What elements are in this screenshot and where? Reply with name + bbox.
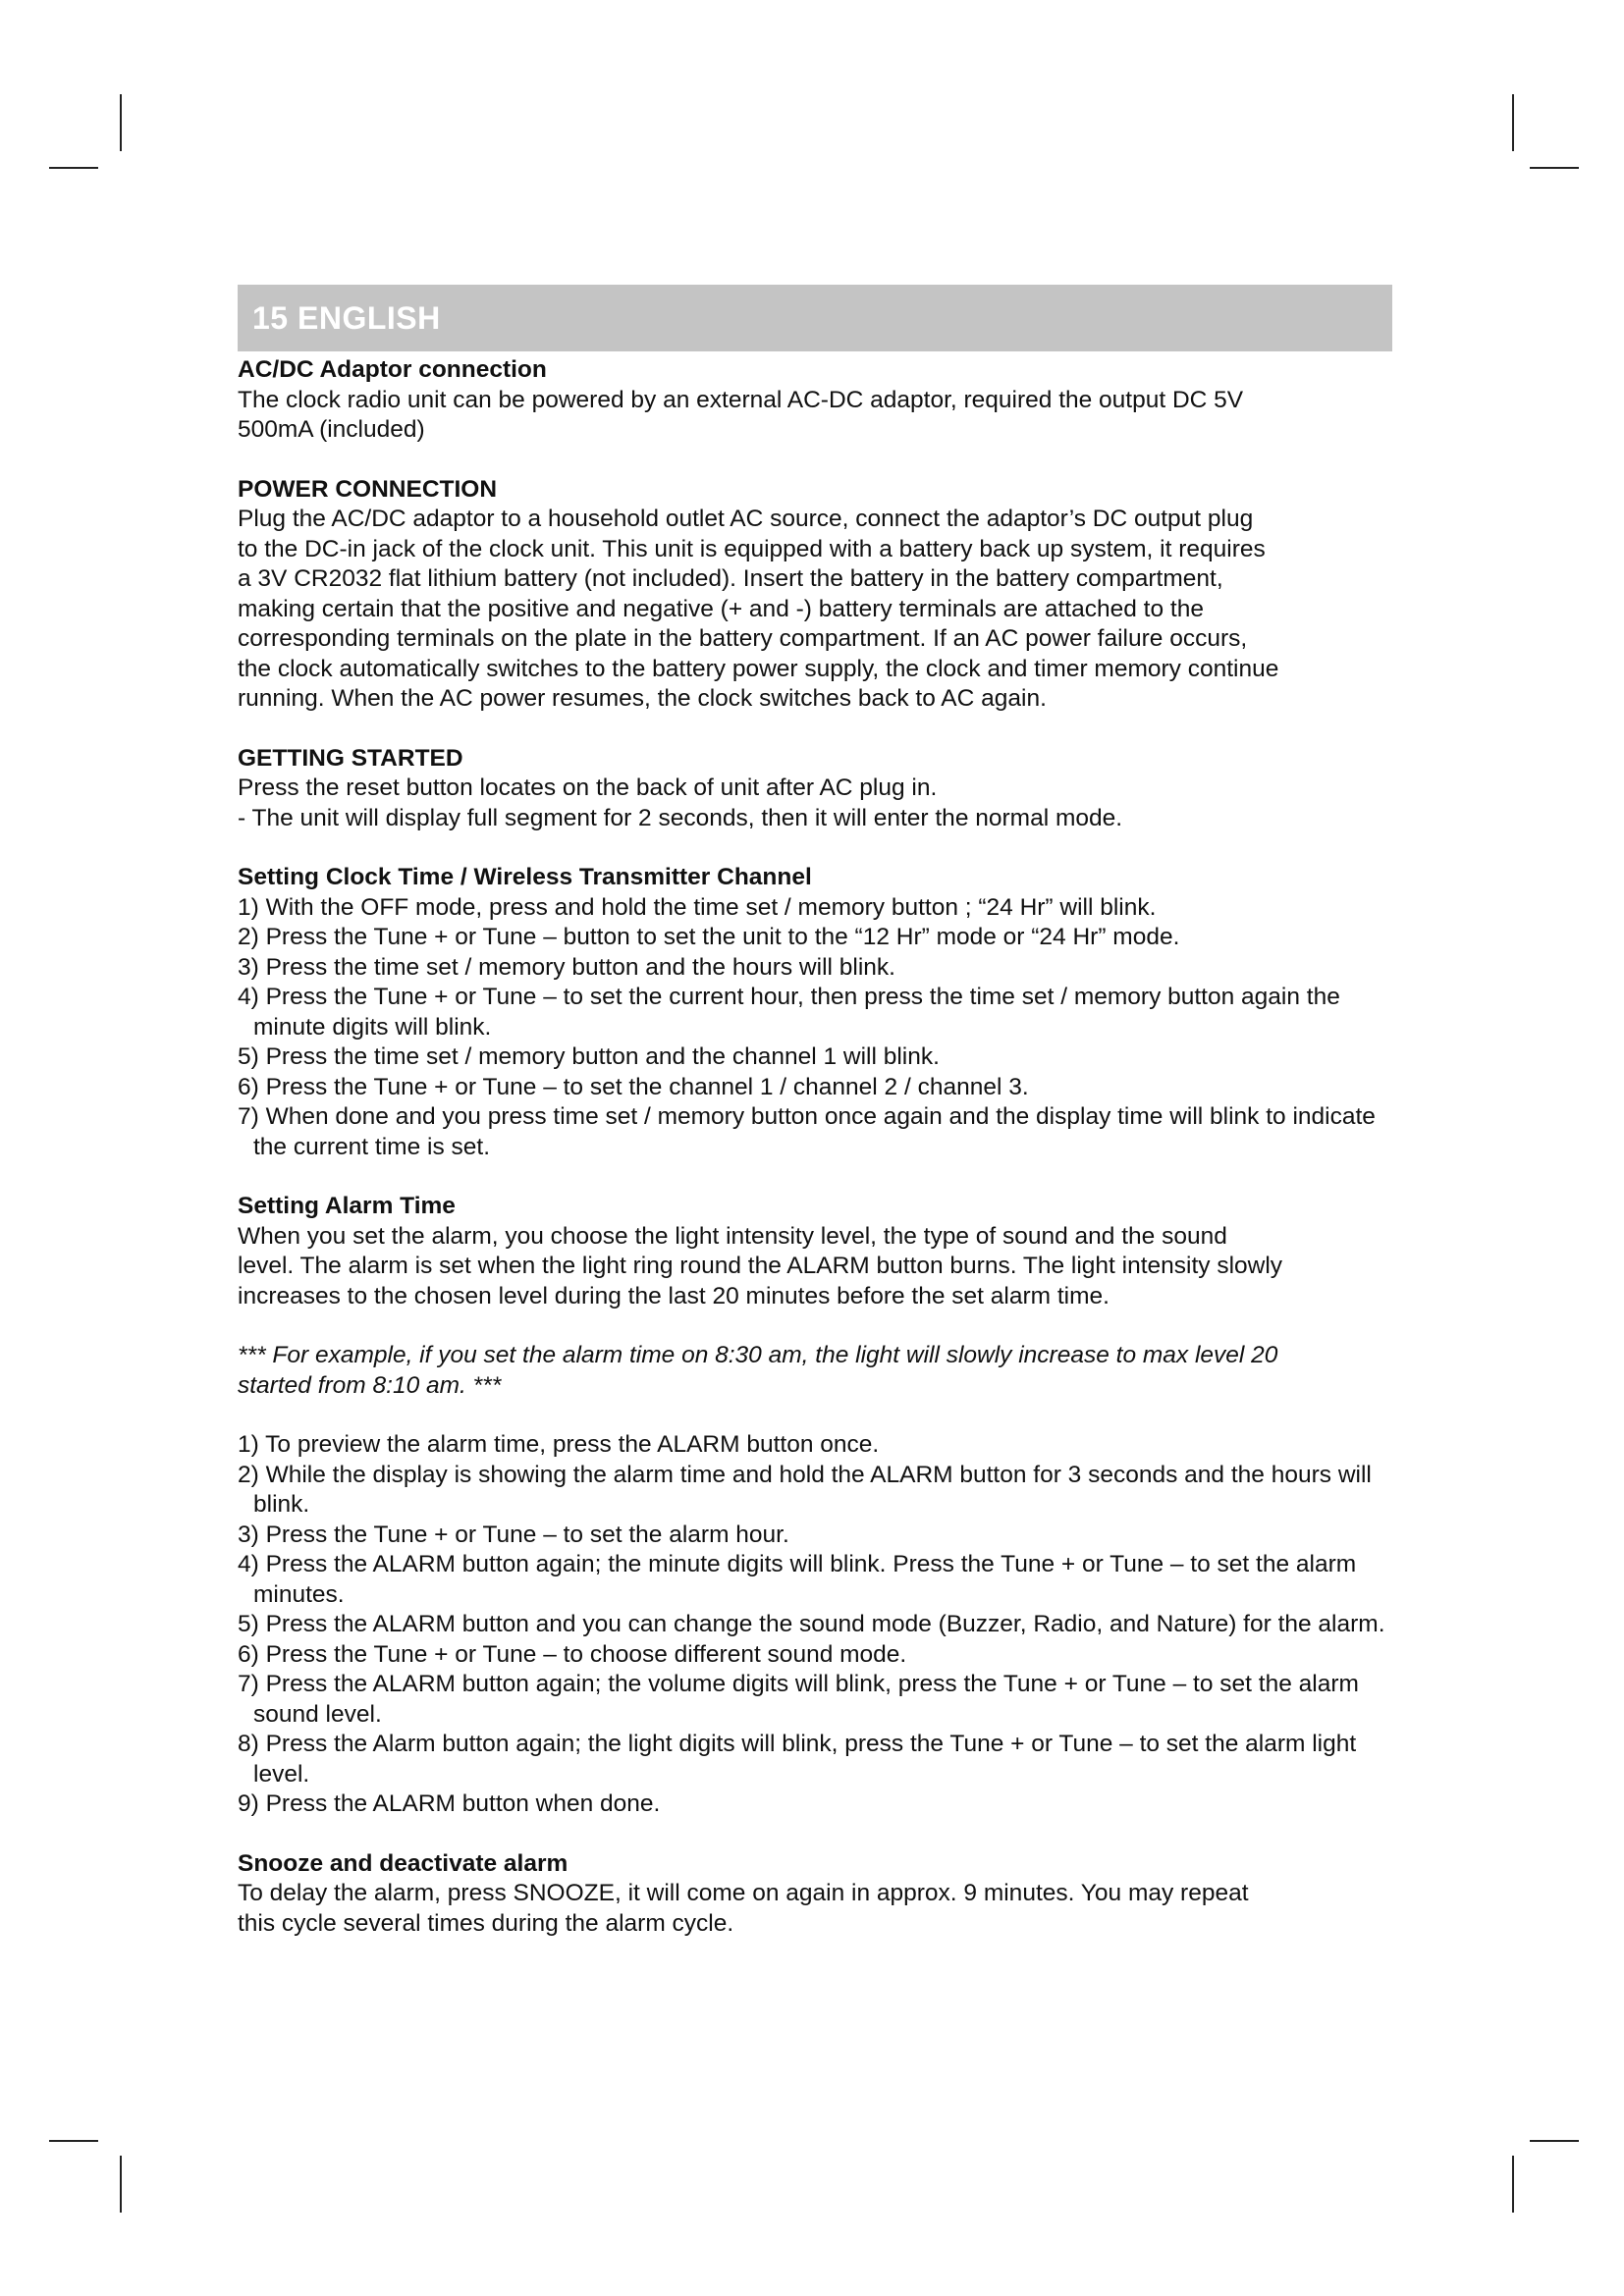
crop-mark-bottom-left-horizontal	[49, 2140, 98, 2142]
section-getting-started	[238, 744, 1392, 834]
list-item: 5) Press the time set / memory button and the channel 1 will blink.	[238, 1043, 940, 1070]
section-power-connection	[238, 475, 1392, 715]
example-note-line: started from 8:10 am. ***	[238, 1371, 502, 1399]
paragraph-line: Plug the AC/DC adaptor to a household outlet AC source, connect the adaptor’s DC output plug	[238, 506, 1254, 532]
list-item: 6) Press the Tune + or Tune – to choose different sound mode.	[238, 1640, 907, 1668]
list-item: 2) Press the Tune + or Tune – button to set the unit to the “12 Hr” mode or “24 Hr” mode.	[238, 924, 1180, 950]
section-snooze	[238, 1849, 1392, 1940]
list-item: 2) While the display is showing the alarm time and hold the ALARM button for 3 seconds and the hours will blink.	[238, 1461, 1372, 1518]
section-setting-clock-time	[238, 863, 1392, 1162]
clock-steps-list	[238, 893, 1392, 1163]
banner-title: 15 ENGLISH	[252, 299, 441, 336]
paragraph-line: To delay the alarm, press SNOOZE, it will come on again in approx. 9 minutes. You may repeat	[238, 1880, 1249, 1906]
paragraph-line: 500mA (included)	[238, 416, 425, 443]
list-item: 4) Press the Tune + or Tune – to set the current hour, then press the time set / memory button again the minute digits will blink.	[238, 984, 1340, 1041]
section-title: GETTING STARTED	[238, 744, 463, 772]
crop-mark-bottom-right-horizontal	[1530, 2140, 1579, 2142]
list-item: 5) Press the ALARM button and you can change the sound mode (Buzzer, Radio, and Nature) for the alarm.	[238, 1611, 1385, 1637]
crop-mark-top-right-horizontal	[1530, 167, 1579, 169]
paragraph-line: running. When the AC power resumes, the clock switches back to AC again.	[238, 685, 1047, 712]
paragraph-line: The clock radio unit can be powered by an external AC-DC adaptor, required the output DC 5V	[238, 386, 1244, 413]
paragraph-line: a 3V CR2032 flat lithium battery (not included). Insert the battery in the battery compartment,	[238, 565, 1223, 592]
list-item: 3) Press the time set / memory button and the hours will blink.	[238, 953, 895, 981]
crop-mark-top-left-vertical	[120, 94, 122, 151]
list-item: 3) Press the Tune + or Tune – to set the alarm hour.	[238, 1521, 789, 1548]
crop-mark-top-left-horizontal	[49, 167, 98, 169]
paragraph-line: making certain that the positive and negative (+ and -) battery terminals are attached to the	[238, 595, 1204, 622]
paragraph-line: to the DC-in jack of the clock unit. This unit is equipped with a battery back up system, it requires	[238, 535, 1266, 562]
section-title: Snooze and deactivate alarm	[238, 1849, 568, 1877]
section-title: AC/DC Adaptor connection	[238, 356, 547, 383]
section-title: Setting Alarm Time	[238, 1193, 456, 1219]
section-title: Setting Clock Time / Wireless Transmitter Channel	[238, 864, 812, 890]
list-item: 8) Press the Alarm button again; the light digits will blink, press the Tune + or Tune – to set the alarm light level.	[238, 1731, 1357, 1788]
paragraph-line: this cycle several times during the alarm cycle.	[238, 1909, 734, 1937]
list-item: 9) Press the ALARM button when done.	[238, 1790, 661, 1817]
section-banner	[238, 285, 1392, 351]
section-title: POWER CONNECTION	[238, 475, 498, 503]
paragraph-line: When you set the alarm, you choose the light intensity level, the type of sound and the sound	[238, 1222, 1227, 1250]
list-item: 1) With the OFF mode, press and hold the time set / memory button ; “24 Hr” will blink.	[238, 893, 1157, 921]
page-content	[238, 285, 1392, 1968]
crop-mark-top-right-vertical	[1512, 94, 1514, 151]
list-item: 7) Press the ALARM button again; the volume digits will blink, press the Tune + or Tune – to set the alarm sound level.	[238, 1671, 1359, 1728]
paragraph-line: Press the reset button locates on the back of unit after AC plug in.	[238, 774, 938, 801]
crop-mark-bottom-right-vertical	[1512, 2156, 1514, 2213]
section-acdc-adaptor	[238, 355, 1392, 446]
list-item: 1) To preview the alarm time, press the ALARM button once.	[238, 1431, 880, 1458]
paragraph-line: - The unit will display full segment for 2 seconds, then it will enter the normal mode.	[238, 804, 1123, 831]
paragraph-line: corresponding terminals on the plate in the battery compartment. If an AC power failure occurs,	[238, 625, 1248, 652]
paragraph-line: the clock automatically switches to the battery power supply, the clock and timer memory continue	[238, 655, 1279, 682]
alarm-steps-list	[238, 1430, 1392, 1820]
list-item: 7) When done and you press time set / memory button once again and the display time will blink to indicate the current time is set.	[238, 1103, 1376, 1160]
example-note-line: *** For example, if you set the alarm time on 8:30 am, the light will slowly increase to max level 20	[238, 1342, 1278, 1368]
section-setting-alarm-time	[238, 1192, 1392, 1820]
paragraph-line: increases to the chosen level during the last 20 minutes before the set alarm time.	[238, 1282, 1110, 1309]
paragraph-line: level. The alarm is set when the light ring round the ALARM button burns. The light intensity slowly	[238, 1253, 1283, 1279]
crop-mark-bottom-left-vertical	[120, 2156, 122, 2213]
list-item: 6) Press the Tune + or Tune – to set the channel 1 / channel 2 / channel 3.	[238, 1073, 1029, 1100]
list-item: 4) Press the ALARM button again; the minute digits will blink. Press the Tune + or Tune – to set the alarm minutes.	[238, 1551, 1357, 1608]
